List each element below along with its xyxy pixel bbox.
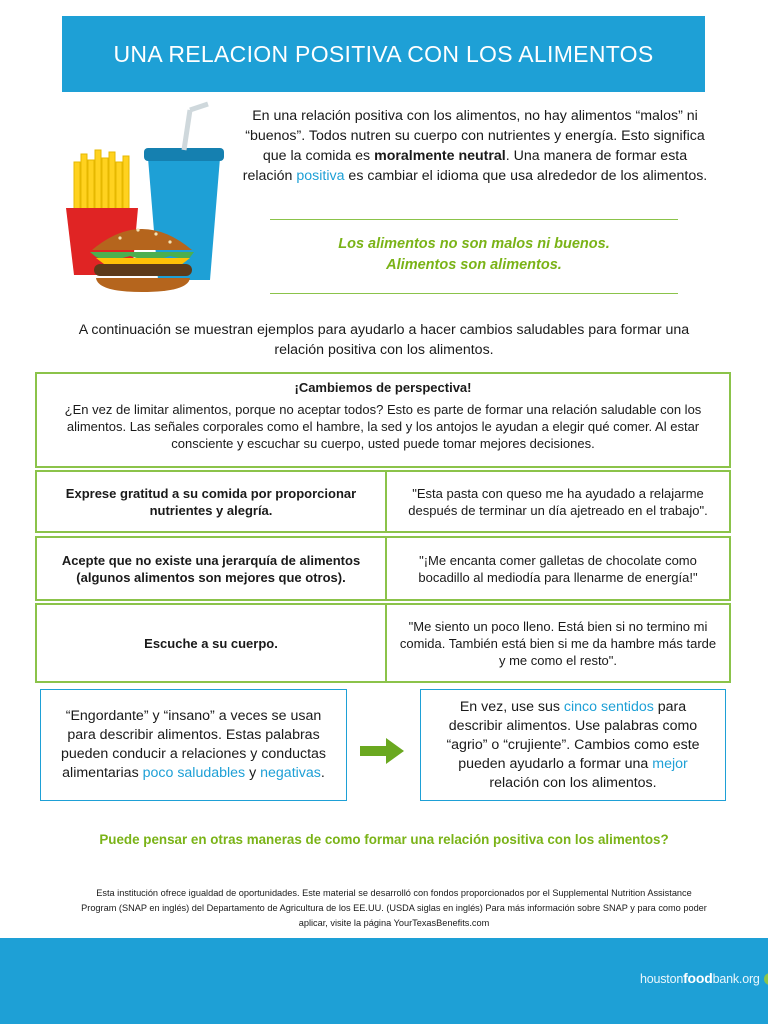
perspective-body: ¿En vez de limitar alimentos, porque no aceptar todos? Esto es parte de formar una relación saludable con los alimentos. Las señales corporales como el hambre, la sed y los antojos le ayudan a elegir qué comer. Al estar consciente y escuchar su cuerpo, usted puede tomar mejores decisiones. — [64, 402, 702, 451]
intro-bold: moralmente neutral — [374, 148, 506, 164]
note-after: En vez, use sus cinco sentidos para describir alimentos. Use palabras como “agrio” o “crujiente”. Cambios como este pueden ayudarlo a formar una mejor relación con los alimentos. — [420, 689, 726, 801]
slogan-line-1: Los alimentos no son malos ni buenos. — [338, 236, 610, 252]
slogan-line-2: Alimentos son alimentos. — [386, 257, 562, 273]
fast-food-illustration — [60, 100, 235, 300]
highlight-cinco-sentidos: cinco sentidos — [563, 698, 654, 715]
food-bank-logo: houstonfoodbank.org — [640, 970, 768, 986]
intro-highlight: positiva — [296, 168, 345, 184]
arrow-right-icon — [360, 738, 404, 764]
example-cell: "Me siento un poco lleno. Está bien si no termino mi comida. También está bien si me da hambre más tarde y me como el resto". — [399, 618, 717, 668]
page-title: UNA RELACION POSITIVA CON LOS ALIMENTOS — [113, 40, 654, 67]
slogan — [270, 234, 678, 276]
apple-icon — [762, 970, 768, 986]
tip-cell: Escuche a su cuerpo. — [37, 605, 387, 681]
perspective-box — [35, 372, 731, 468]
example-cell: "¡Me encanta comer galletas de chocolate como bocadillo al mediodía para llenarme de energía!" — [418, 552, 698, 585]
example-cell: "Esta pasta con queso me ha ayudado a relajarme después de terminar un día ajetreado en el trabajo". — [408, 485, 708, 518]
table-row — [35, 470, 731, 533]
note-before: “Engordante” y “insano” a veces se usan para describir alimentos. Estas palabras pueden conducir a relaciones y conductas alimentarias poco saludables y negativas. — [40, 689, 347, 801]
closing-question: Puede pensar en otras maneras de como formar una relación positiva con los alimentos? — [99, 832, 669, 847]
highlight-mejor: mejor — [652, 755, 688, 772]
footer-disclaimer: Esta institución ofrece igualdad de oportunidades. Este material se desarrolló con fondos proporcionados por el Supplemental Nutrition Assistance Program (SNAP en inglés) del Departamento de Agricultura de los EE.UU. (USDA siglas en inglés) Para más información sobre SNAP y para como poder aplicar, visite la página YourTexasBenefits.com — [81, 888, 707, 928]
tip-cell: Acepte que no existe una jerarquía de alimentos (algunos alimentos son mejores que otros). — [37, 538, 387, 599]
tip-cell: Exprese gratitud a su comida por proporcionar nutrientes y alegría. — [37, 472, 387, 531]
header-banner — [62, 16, 705, 92]
highlight-negativas: negativas — [260, 765, 321, 781]
divider-top — [270, 219, 678, 220]
lead-paragraph: A continuación se muestran ejemplos para ayudarlo a hacer cambios saludables para formar una relación positiva con los alimentos. — [78, 322, 690, 358]
table-row — [35, 536, 731, 601]
perspective-title: ¡Cambiemos de perspectiva! — [294, 380, 472, 395]
divider-bottom — [270, 293, 678, 294]
intro-paragraph: En una relación positiva con los alimentos, no hay alimentos “malos” ni “buenos”. Todos nutren su cuerpo con nutrientes y energía. Esto significa que la comida es moralmente neutral. Una manera de formar esta relación positiva es cambiar el idioma que usa alrededor de los alimentos. — [242, 108, 708, 184]
highlight-poco-saludables: poco saludables — [142, 765, 246, 781]
table-row — [35, 603, 731, 683]
